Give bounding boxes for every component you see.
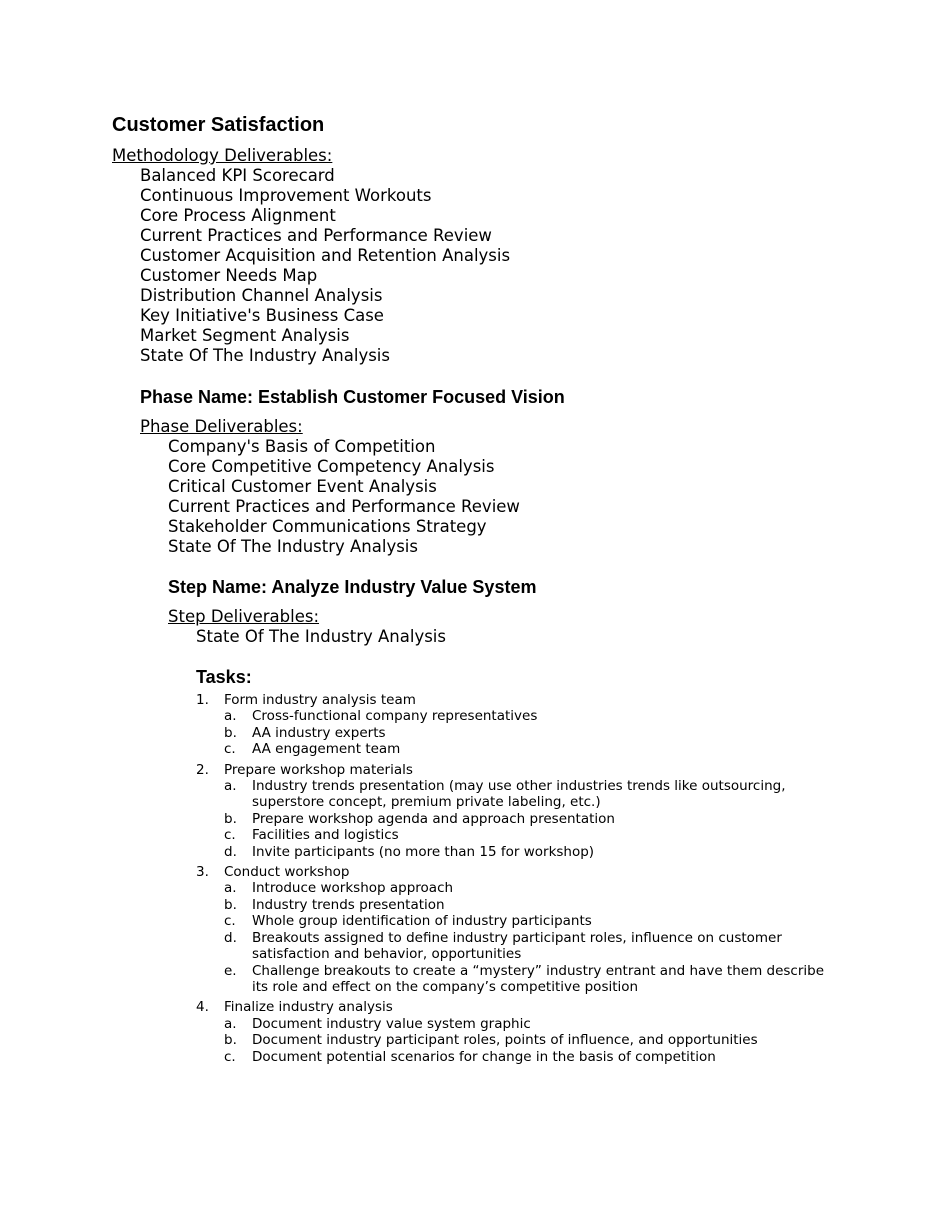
subtask-text: AA industry experts bbox=[252, 724, 386, 741]
list-item: Stakeholder Communications Strategy bbox=[168, 517, 487, 536]
task-item bbox=[196, 692, 836, 758]
subtask-letter: c. bbox=[224, 827, 236, 844]
phase-deliverables-label: Phase Deliverables: bbox=[140, 417, 303, 436]
task-text: Form industry analysis team bbox=[224, 692, 416, 708]
list-item: Continuous Improvement Workouts bbox=[140, 186, 432, 205]
step-deliverables-list bbox=[196, 627, 446, 647]
subtask-text: Industry trends presentation bbox=[252, 896, 445, 913]
phase-name-heading: Phase Name: Establish Customer Focused Vision bbox=[140, 387, 565, 407]
task-number: 1. bbox=[196, 692, 209, 708]
task-number: 3. bbox=[196, 864, 209, 881]
subtask-item bbox=[196, 778, 836, 811]
step-name-heading: Step Name: Analyze Industry Value System bbox=[168, 577, 537, 597]
task-item bbox=[196, 762, 836, 860]
task-row bbox=[196, 692, 836, 708]
subtask-text: Whole group identification of industry participants bbox=[252, 913, 592, 930]
subtask-letter: b. bbox=[224, 810, 237, 827]
task-row bbox=[196, 762, 836, 778]
subtask-item bbox=[196, 963, 836, 996]
step-deliverables-label: Step Deliverables: bbox=[168, 607, 320, 626]
subtask-letter: d. bbox=[224, 929, 237, 946]
list-item: Balanced KPI Scorecard bbox=[140, 166, 335, 185]
task-text: Finalize industry analysis bbox=[224, 999, 393, 1016]
subtask-item bbox=[196, 811, 836, 827]
list-item: Key Initiative's Business Case bbox=[140, 306, 384, 325]
subtask-item bbox=[196, 725, 836, 741]
methodology-label-block bbox=[112, 146, 332, 166]
list-item: State Of The Industry Analysis bbox=[168, 537, 418, 556]
list-item: Current Practices and Performance Review bbox=[168, 497, 520, 516]
subtask-text: Breakouts assigned to define industry participant roles, influence on customer satisfaction and behavior, opportunities bbox=[252, 929, 782, 963]
list-item: Market Segment Analysis bbox=[140, 326, 350, 345]
phase-deliverables-list bbox=[168, 437, 520, 557]
task-number: 4. bbox=[196, 999, 209, 1016]
subtask-text: Document industry participant roles, points of influence, and opportunities bbox=[252, 1032, 758, 1049]
subtask-item bbox=[196, 708, 836, 724]
task-number: 2. bbox=[196, 761, 209, 778]
task-text: Conduct workshop bbox=[224, 864, 350, 881]
subtask-item bbox=[196, 741, 836, 757]
list-item: Core Process Alignment bbox=[140, 206, 336, 225]
list-item: Current Practices and Performance Review bbox=[140, 226, 492, 245]
list-item: Customer Acquisition and Retention Analysis bbox=[140, 246, 511, 265]
subtask-text: AA engagement team bbox=[252, 741, 401, 758]
phase-label-block bbox=[140, 417, 303, 437]
subtask-text: Cross-functional company representatives bbox=[252, 708, 538, 725]
subtask-text: Prepare workshop agenda and approach presentation bbox=[252, 810, 615, 827]
subtask-text: Challenge breakouts to create a “mystery” industry entrant and have them describe its role and effect on the company’s competitive position bbox=[252, 962, 825, 995]
subtask-letter: c. bbox=[224, 741, 236, 758]
subtask-text: Invite participants (no more than 15 for workshop) bbox=[252, 843, 595, 860]
subtask-item bbox=[196, 1016, 836, 1032]
list-item: State Of The Industry Analysis bbox=[196, 627, 446, 646]
task-row bbox=[196, 864, 836, 880]
task-row bbox=[196, 999, 836, 1015]
list-item: Core Competitive Competency Analysis bbox=[168, 457, 495, 476]
subtask-item bbox=[196, 827, 836, 843]
subtask-letter: b. bbox=[224, 896, 237, 913]
methodology-deliverables-label: Methodology Deliverables: bbox=[112, 146, 333, 165]
subtask-letter: a. bbox=[224, 708, 237, 725]
subtask-item bbox=[196, 880, 836, 896]
subtask-letter: a. bbox=[224, 1015, 237, 1032]
step-heading-block bbox=[168, 576, 536, 598]
list-item: Customer Needs Map bbox=[140, 266, 318, 285]
subtask-letter: e. bbox=[224, 962, 237, 979]
subtask-letter: b. bbox=[224, 1032, 237, 1049]
task-item bbox=[196, 864, 836, 995]
list-item: State Of The Industry Analysis bbox=[140, 346, 390, 365]
subtask-text: Introduce workshop approach bbox=[252, 880, 454, 897]
list-item: Company's Basis of Competition bbox=[168, 437, 436, 456]
phase-heading-block bbox=[140, 386, 565, 408]
subtask-item bbox=[196, 913, 836, 929]
subtask-letter: c. bbox=[224, 1048, 236, 1065]
subtask-letter: c. bbox=[224, 913, 236, 930]
subtask-item bbox=[196, 897, 836, 913]
subtask-item bbox=[196, 844, 836, 860]
subtask-letter: b. bbox=[224, 724, 237, 741]
subtask-letter: a. bbox=[224, 880, 237, 897]
subtask-letter: a. bbox=[224, 778, 237, 795]
methodology-deliverables-list bbox=[140, 166, 510, 366]
task-list bbox=[196, 692, 836, 1069]
subtask-text: Industry trends presentation (may use other industries trends like outsourcing, superstore concept, premium private labeling, etc.) bbox=[252, 778, 786, 811]
subtask-text: Document potential scenarios for change in the basis of competition bbox=[252, 1048, 716, 1065]
list-item: Critical Customer Event Analysis bbox=[168, 477, 437, 496]
subtask-text: Facilities and logistics bbox=[252, 827, 399, 844]
task-text: Prepare workshop materials bbox=[224, 761, 413, 778]
subtask-item bbox=[196, 1049, 836, 1065]
subtask-item bbox=[196, 1032, 836, 1048]
subtask-letter: d. bbox=[224, 843, 237, 860]
step-label-block bbox=[168, 607, 319, 627]
list-item: Distribution Channel Analysis bbox=[140, 286, 383, 305]
page-title: Customer Satisfaction bbox=[112, 114, 325, 136]
subtask-text: Document industry value system graphic bbox=[252, 1015, 531, 1032]
subtask-item bbox=[196, 930, 836, 963]
task-item bbox=[196, 999, 836, 1065]
tasks-heading: Tasks: bbox=[196, 667, 252, 687]
